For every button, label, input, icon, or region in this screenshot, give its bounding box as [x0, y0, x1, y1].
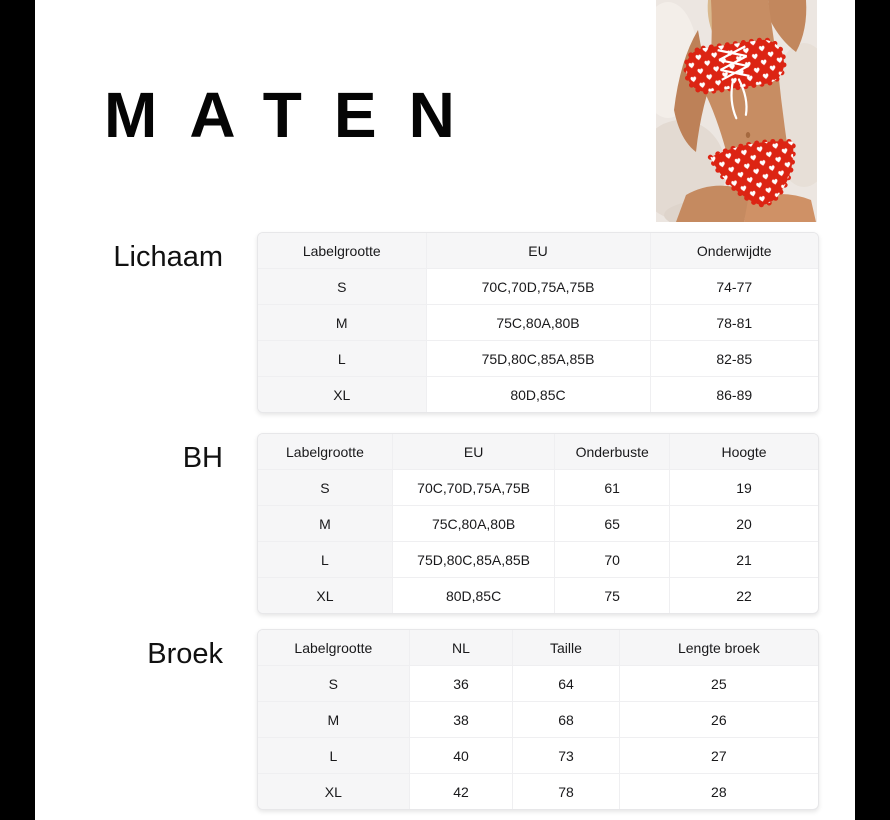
size-cell: S	[258, 269, 426, 305]
value-cell: 22	[736, 587, 752, 604]
column-header: Labelgrootte	[258, 434, 392, 470]
value-cell: 78	[513, 774, 619, 810]
value-cell: 70C,70D,75A,75B	[426, 269, 650, 305]
column-header: Lengte broek	[619, 630, 818, 666]
page-title: MATEN	[104, 79, 487, 151]
table-row	[258, 702, 818, 738]
value-cell: 75C,80A,80B	[426, 305, 650, 341]
header-row	[258, 434, 818, 470]
column-header: Labelgrootte	[258, 630, 409, 666]
value-cell: 36	[409, 666, 513, 702]
size-cell: S	[258, 470, 392, 506]
size-cell: M	[258, 702, 409, 738]
value-cell: 80D,85C	[392, 578, 554, 614]
column-header: Taille	[513, 630, 619, 666]
value-cell: 21	[670, 542, 818, 578]
value-cell: 38	[409, 702, 513, 738]
value-cell: 26	[619, 702, 818, 738]
value-cell: 28	[711, 783, 727, 800]
column-header: EU	[426, 233, 650, 269]
value-cell: 82-85	[650, 341, 818, 377]
value-cell: 73	[513, 738, 619, 774]
value-cell: 75	[555, 578, 670, 614]
size-cell: XL	[258, 578, 392, 614]
value-cell: 61	[555, 470, 670, 506]
table-row	[258, 269, 818, 305]
bikini-photo-illustration	[656, 0, 817, 222]
value-cell: 86-89	[716, 386, 753, 403]
size-table-lichaam	[257, 232, 819, 413]
value-cell: 68	[513, 702, 619, 738]
column-header: Labelgrootte	[258, 233, 426, 269]
value-cell: 78-81	[650, 305, 818, 341]
header-row	[258, 233, 818, 269]
table-row	[258, 377, 818, 413]
size-cell: XL	[258, 377, 426, 413]
table-row	[258, 666, 818, 702]
value-cell: 65	[555, 506, 670, 542]
value-cell: 64	[513, 666, 619, 702]
right-black-band	[855, 0, 890, 820]
table-row	[258, 738, 818, 774]
column-header: EU	[392, 434, 554, 470]
size-table-bh	[257, 433, 819, 614]
section-label-bh: BH	[182, 442, 223, 474]
column-header: Onderbuste	[555, 434, 670, 470]
section-label-broek: Broek	[147, 638, 223, 670]
table-row	[258, 305, 818, 341]
table-row	[258, 341, 818, 377]
value-cell: 70C,70D,75A,75B	[392, 470, 554, 506]
table-row	[258, 774, 818, 810]
product-photo	[656, 0, 817, 222]
value-cell: 20	[670, 506, 818, 542]
column-header: Hoogte	[670, 434, 818, 470]
size-cell: L	[258, 738, 409, 774]
column-header: NL	[409, 630, 513, 666]
table-row	[258, 578, 818, 614]
section-label-lichaam: Lichaam	[113, 241, 223, 273]
value-cell: 40	[409, 738, 513, 774]
size-cell: L	[258, 542, 392, 578]
value-cell: 74-77	[650, 269, 818, 305]
header-row	[258, 630, 818, 666]
size-table-broek	[257, 629, 819, 810]
left-black-band	[0, 0, 35, 820]
value-cell: 70	[555, 542, 670, 578]
size-cell: M	[258, 506, 392, 542]
value-cell: 19	[670, 470, 818, 506]
value-cell: 75C,80A,80B	[392, 506, 554, 542]
size-cell: S	[258, 666, 409, 702]
size-cell: L	[258, 341, 426, 377]
value-cell: 27	[619, 738, 818, 774]
value-cell: 80D,85C	[426, 377, 650, 413]
size-cell: M	[258, 305, 426, 341]
value-cell: 75D,80C,85A,85B	[426, 341, 650, 377]
column-header: Onderwijdte	[650, 233, 818, 269]
table-row	[258, 506, 818, 542]
value-cell: 25	[619, 666, 818, 702]
table-row	[258, 470, 818, 506]
table-row	[258, 542, 818, 578]
value-cell: 75D,80C,85A,85B	[392, 542, 554, 578]
size-cell: XL	[258, 774, 409, 810]
value-cell: 42	[409, 774, 513, 810]
